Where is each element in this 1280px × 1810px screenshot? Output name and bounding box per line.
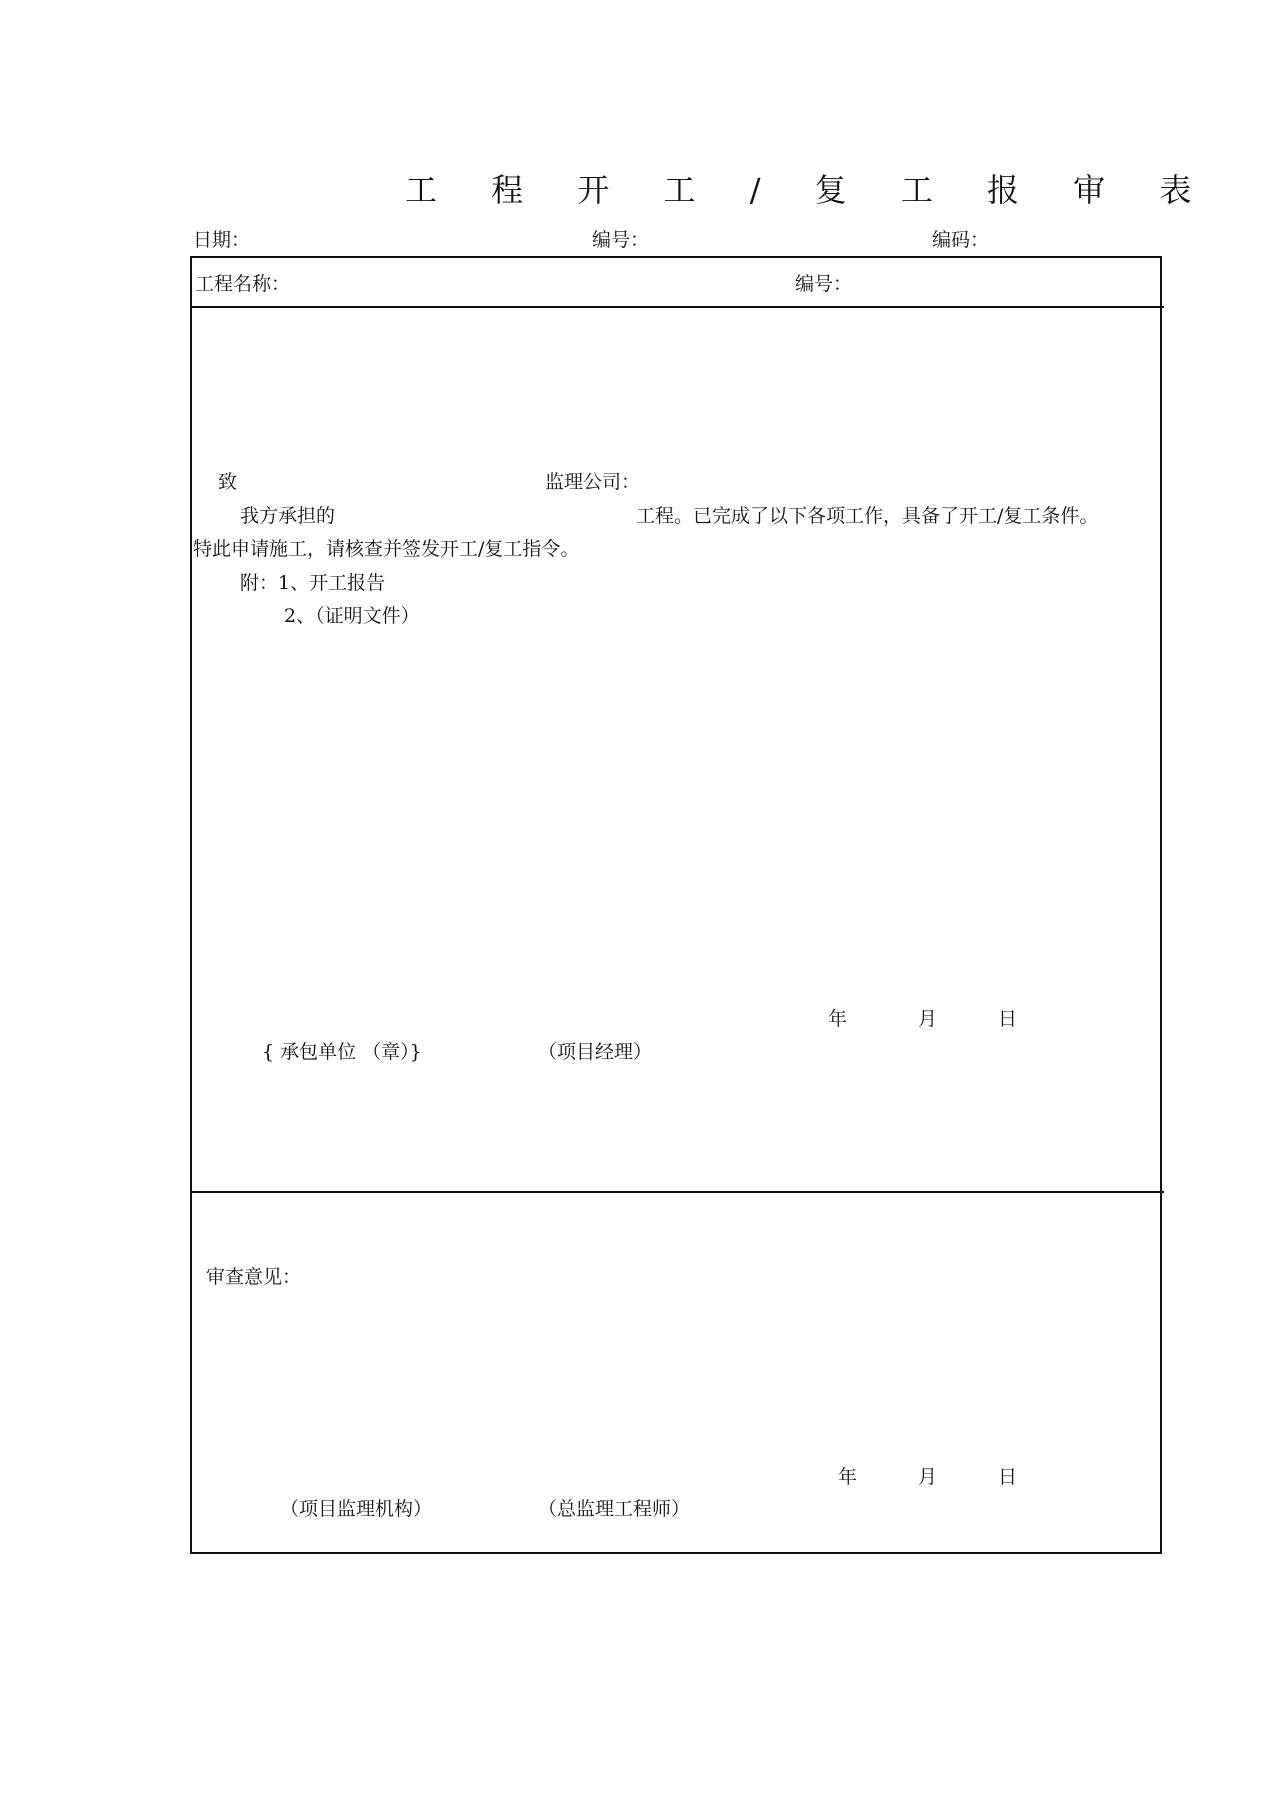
row-divider: [190, 306, 1164, 308]
date-label: 日期：: [193, 229, 251, 251]
review-date-month: 月: [918, 1466, 938, 1488]
request-text: 特此申请施工，请核查并签发开工/复工指令。: [193, 538, 580, 560]
review-date-year: 年: [838, 1466, 858, 1488]
undertake-text: 我方承担的: [240, 505, 336, 527]
supervisor-company-label: 监理公司：: [545, 471, 641, 493]
section-divider: [190, 1191, 1164, 1193]
code-label: 编码：: [932, 229, 990, 251]
app-date-month: 月: [918, 1008, 938, 1030]
project-number-label: 编号：: [795, 273, 853, 295]
project-name-label: 工程名称：: [195, 273, 291, 295]
number-label: 编号：: [592, 229, 650, 251]
attachment-1: 附：1、开工报告: [240, 572, 386, 594]
supervision-org-sign: （项目监理机构）: [280, 1498, 433, 1520]
chief-engineer-sign: （总监理工程师）: [538, 1498, 691, 1520]
completion-text: 工程。已完成了以下各项工作，具备了开工/复工条件。: [636, 505, 1099, 527]
project-manager-sign: （项目经理）: [538, 1041, 653, 1063]
to-label: 致: [218, 471, 238, 493]
page-title: 工 程 开 工 / 复 工 报 审 表: [405, 171, 1214, 209]
review-date-day: 日: [998, 1466, 1018, 1488]
contractor-seal: { 承包单位 （章）}: [262, 1041, 422, 1063]
app-date-year: 年: [828, 1008, 848, 1030]
review-opinion-label: 审查意见：: [206, 1266, 302, 1288]
app-date-day: 日: [998, 1008, 1018, 1030]
attachment-2: 2、（证明文件）: [284, 605, 420, 627]
form-table: [190, 256, 1162, 1554]
